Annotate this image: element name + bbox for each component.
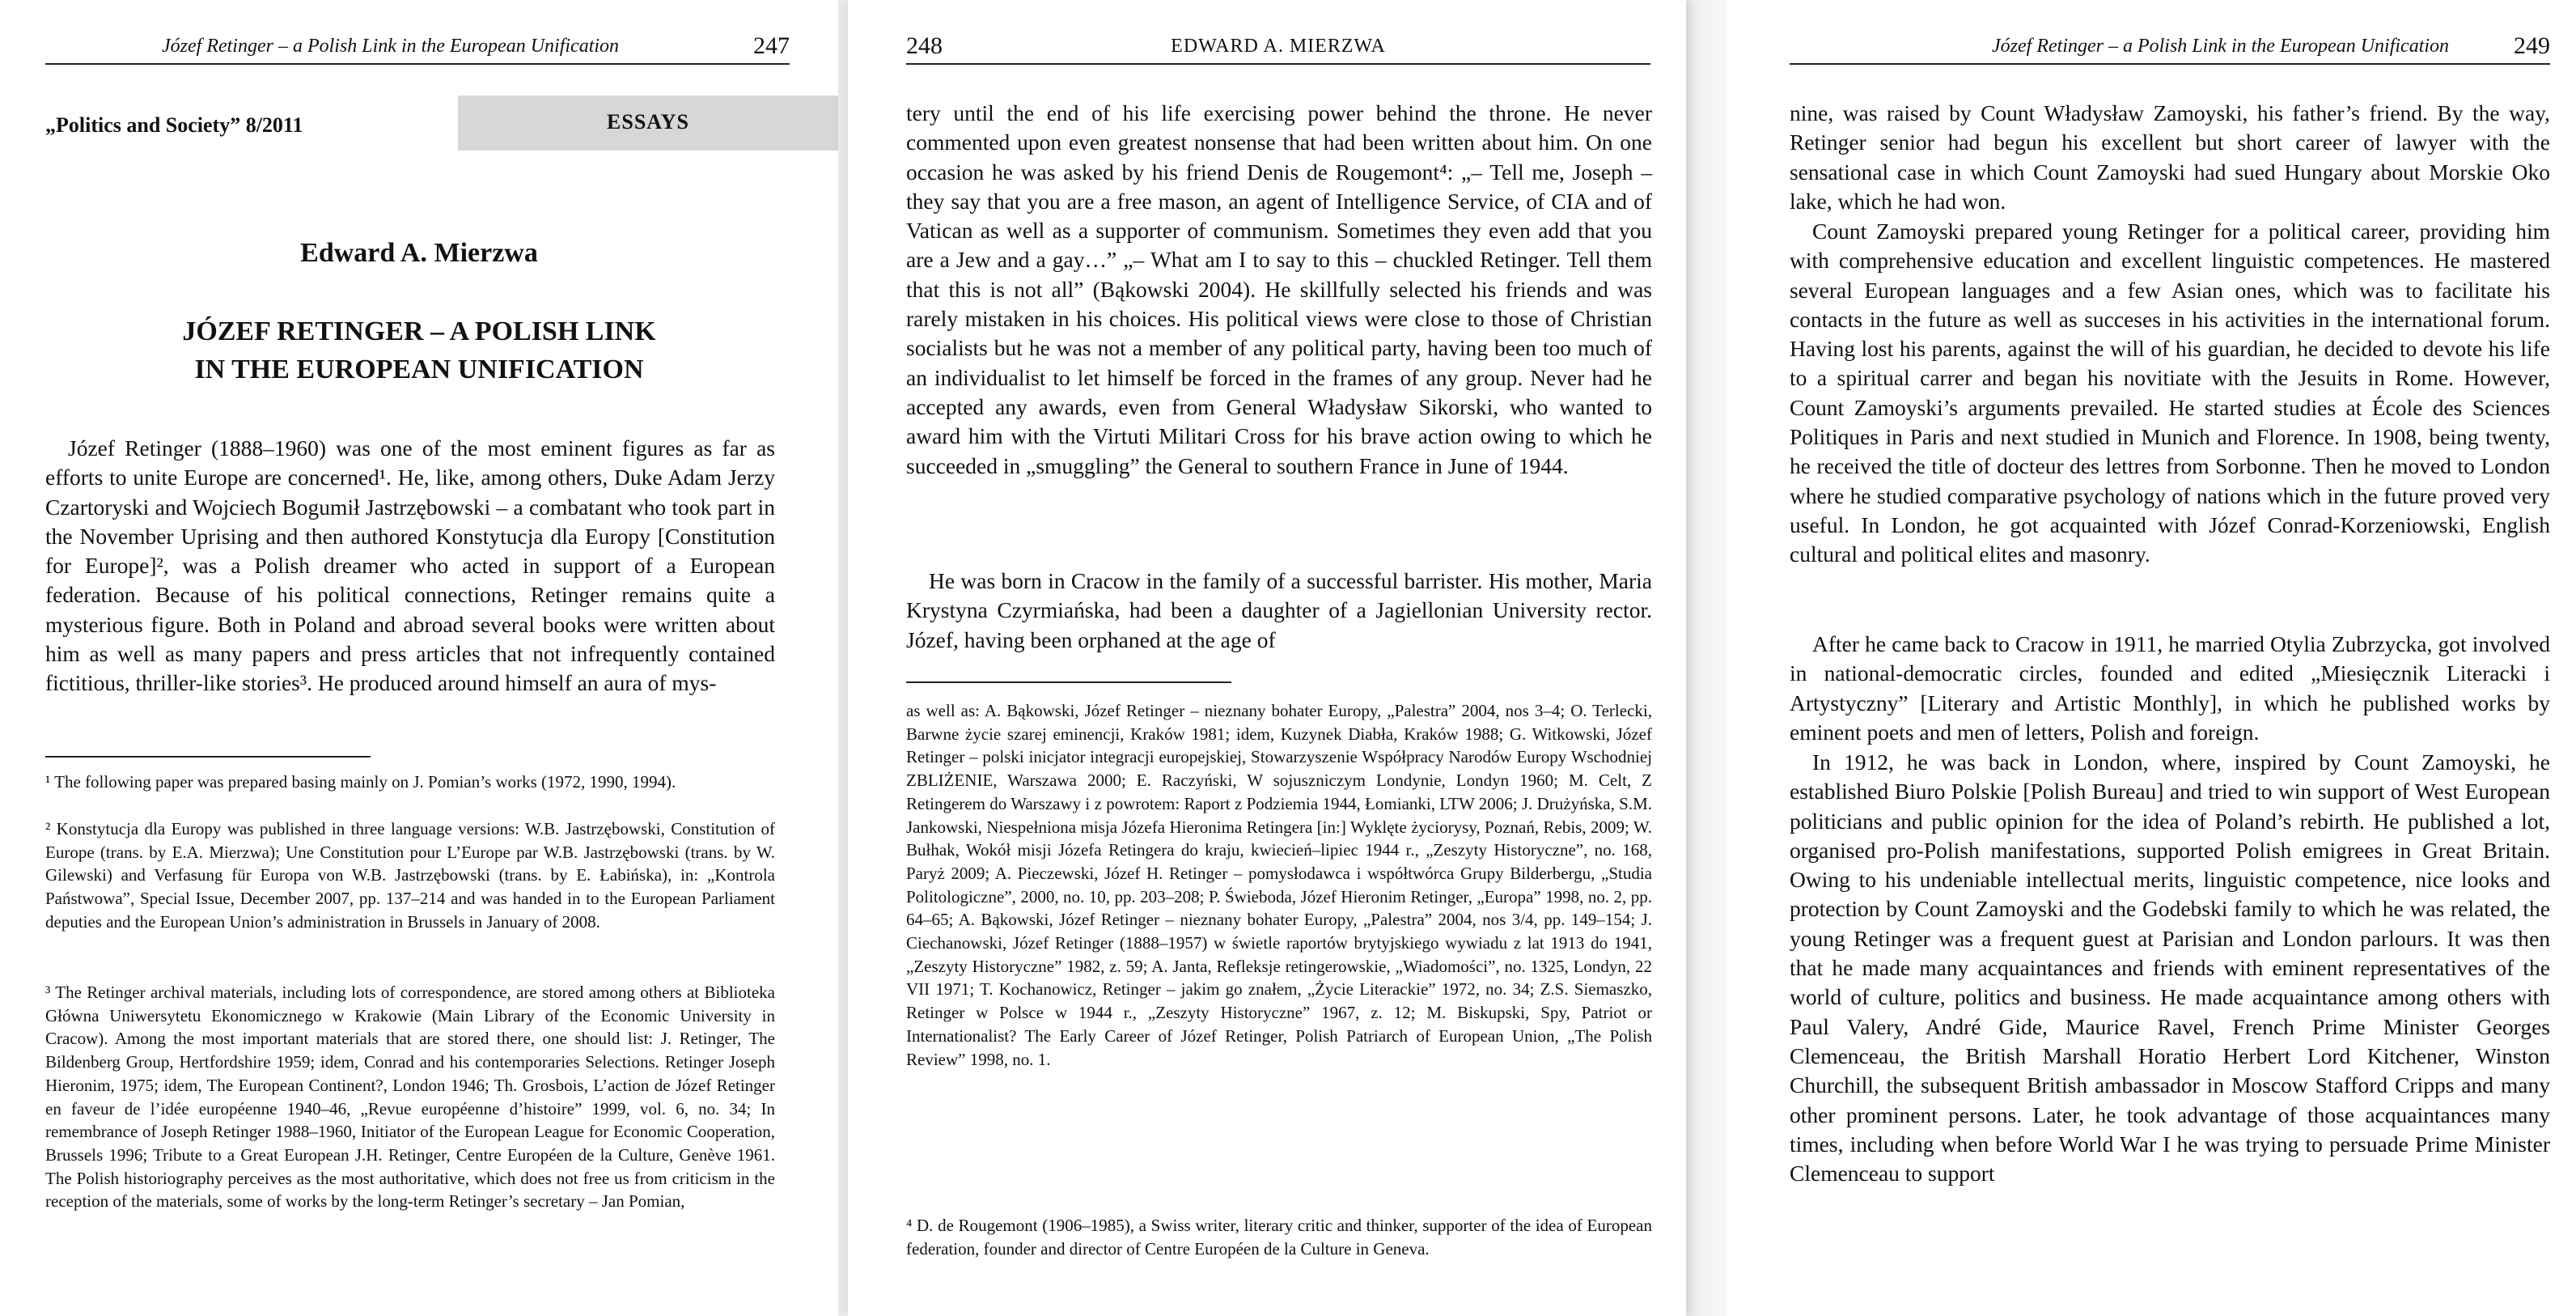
- body-paragraph: In 1912, he was back in London, where, inspired by Count Zamoyski, he established Biuro Polskie [Polish Bureau] and tried to win support of West European politicians and public opinion for the idea of Poland’s rebirth. He published a lot, organised pro-Polish manifestations, supported Polish emigrees in Great Britain. Owing to his undeniable intellectual merits, linguistic competence, nice looks and protection by Count Zamoyski and the Godebski family to which he was related, the young Retinger was a frequent guest at Parisian and London parlours. It was then that he made many acquaintances and friends with eminent representatives of the world of culture, politics and business. He made acquaintance among others with Paul Valery, André Gide, Maurice Ravel, French Prime Minister Georges Clemenceau, the British Marshall Horatio Herbert Lord Kitchener, Winston Churchill, the subsequent British ambassador in Moscow Stafford Cripps and many other prominent persons. Later, he took advantage of those acquaintances many times, including when before World War I he was trying to persuade Prime Minister Clemenceau to support: [1790, 749, 2550, 1187]
- body-paragraph: Józef Retinger (1888–1960) was one of the most eminent figures as far as efforts to unite Europe are concerned¹. He, like, among others, Duke Adam Jerzy Czartoryski and Wojciech Bogumił Jastrzębowski – a combatant who took part in the November Uprising and then authored Konstytucja dla Europy [Constitution for Europe]², was a Polish dreamer who acted in support of a European federation. Because of his political connections, Retinger remains quite a mysterious figure. Both in Poland and abroad several books were written about him as well as many papers and press articles that not infrequently contained fictitious, thriller-like stories³. He produced around himself an aura of mys-: [45, 435, 775, 696]
- running-title: Józef Retinger – a Polish Link in the European Unification: [162, 36, 620, 57]
- running-header: [45, 32, 790, 65]
- article-title: [0, 312, 838, 388]
- running-title: Józef Retinger – a Polish Link in the European Unification: [1992, 36, 2450, 57]
- footnote-separator: [906, 681, 1231, 683]
- body-paragraph: After he came back to Cracow in 1911, he married Otylia Zubrzycka, got involved in national-democratic circles, founded and edited „Miesięcznik Literacki i Artystyczny” [Literary and Artistic Monthly], in which he published works by eminent poets and men of letters, Polish and foreign.: [1790, 631, 2550, 745]
- running-header: [1790, 32, 2550, 65]
- body-paragraph: tery until the end of his life exercising power behind the throne. He never commented upon even greatest nonsense that had been written about him. On one occasion he was asked by his friend Denis de Rougemont⁴: „– Tell me, Joseph – they say that you are a free mason, an agent of Intelligence Service, of CIA and of Vatican as well as a supporter of communism. Sometimes they even add that you are a Jew and a gay…” „– What am I to say to this – chuckled Retinger. Tell them that this is not all” (Bąkowski 2004). He skillfully selected his friends and was rarely mistaken in his choices. His political views were close to those of Christian socialists but he was not a member of any political party, having been too much of an individualist to let himself be forced in the frames of any group. Never had he accepted any awards, even from General Władysław Sikorski, who wanted to award him with the Virtuti Militari Cross for his brave action owing to which he succeeded in „smuggling” the General to southern France in June of 1944.: [906, 100, 1652, 478]
- footnote-3-continued: as well as: A. Bąkowski, Józef Retinger – nieznany bohater Europy, „Palestra” 2004, nos 3–4; O. Terlecki, Barwne życie szarej eminencji, Kraków 1981; idem, Kuzynek Diabła, Kraków 1988; G. Witkowski, Józef Retinger – polski inicjator integracji europejskiej, Stowarzyszenie Współpracy Narodów Europy Wschodniej ZBLIŻENIE, Warszawa 2000; E. Raczyński, W sojuszniczym Londynie, Londyn 1960; M. Celt, Z Retingerem do Warszawy i z powrotem: Raport z Podziemia 1944, Łomianki, LTW 2006; J. Drużyńska, S.M. Jankowski, Niespełniona misja Józefa Hieronima Retingera [in:] Wyklęte życiorysy, Poznań, Rebis, 2009; W. Bułhak, Wokół misji Józefa Retingera do kraju, kwiecień–lipiec 1944 r., „Zeszyty Historyczne”, no. 168, Paryż 2009; A. Pieczewski, Józef H. Retinger – pomysłodawca i współtwórca Grupy Bilderbergu, „Studia Politologiczne”, 2000, no. 10, pp. 203–208; P. Świeboda, Józef Hieronim Retinger, „Europa” 1998, no. 2, pp. 64–65; A. Bąkowski, Józef Retinger – nieznany bohater Europy, „Palestra” 2004, nos 3/4, pp. 149–154; J. Ciechanowski, Józef Retinger (1888–1957) w świetle raportów brytyjskiego wywiadu z lat 1913 do 1941, „Zeszyty Historyczne” 1982, z. 59; A. Janta, Refleksje retingerowskie, „Wiadomości”, no. 1325, Londyn, 22 VII 1971; T. Kochanowicz, Retinger – jakim go znałem, „Życie Literackie” 1972, no. 34; Z.S. Siemaszko, Retinger w Polsce w 1944 r., „Zeszyty Historyczne” 1967, z. 12; M. Biskupski, Spy, Patriot or Internationalist? The Early Career of Józef Retinger, Polish Patriarch of European Union, „The Polish Review” 1998, no. 1.: [906, 701, 1652, 1069]
- page-247[interactable]: [0, 0, 838, 1316]
- article-author: Edward A. Mierzwa: [300, 238, 538, 268]
- page-number: 249: [2514, 32, 2550, 59]
- footnote-2: ² Konstytucja dla Europy was published in three language versions: W.B. Jastrzębowski, Constitution of Europe (trans. by E.A. Mierzwa); Une Constitution pour L’Europe par W.B. Jastrzębowski (trans. by W. Gilewski) and Verfasung für Europa von W.B. Jastrzębowski (trans. by E. Łabińska), in: „Kontrola Państwowa”, Special Issue, December 2007, pp. 137–214 and was handed in to the European Parliament deputies and the European Union’s administration in Brussels in January of 2008.: [45, 819, 775, 932]
- running-header: [906, 32, 1650, 65]
- body-paragraph: nine, was raised by Count Władysław Zamoyski, his father’s friend. By the way, Retinger senior had begun his excellent but short career of lawyer with the sensational case in which Count Zamoyski had sued Hungary about Morskie Oko lake, which he had won.: [1790, 100, 2550, 214]
- body-paragraph: He was born in Cracow in the family of a successful barrister. His mother, Maria Krystyna Czyrmiańska, had been a daughter of a Jagiellonian University rector. Józef, having been orphaned at the age of: [906, 568, 1652, 652]
- footnote-4: ⁴ D. de Rougemont (1906–1985), a Swiss writer, literary critic and thinker, supporter of the idea of European federation, founder and director of Centre Européen de la Culture in Geneva.: [906, 1216, 1652, 1259]
- page-gutter: [838, 0, 848, 1316]
- title-line: IN THE EUROPEAN UNIFICATION: [194, 354, 644, 384]
- title-line: JÓZEF RETINGER – A POLISH LINK: [182, 316, 656, 346]
- journal-name: „Politics and Society” 8/2011: [45, 113, 303, 137]
- footnote-3: ³ The Retinger archival materials, including lots of correspondence, are stored among others at Biblioteka Główna Uniwersytetu Ekonomicznego w Krakowie (Main Library of the Economic University in Cracow). Among the most important materials that are stored there, one should list: J. Retinger, The Bildenberg Group, Hertfordshire 1959; idem, Conrad and his contemporaries Selections. Retinger Joseph Hieronim, 1975; idem, The European Continent?, London 1946; Th. Grosbois, L’action de Józef Retinger en faveur de l’idée européenne 1940–46, „Revue européenne d’histoire” 1999, vol. 6, no. 34; In remembrance of Joseph Retinger 1988–1960, Initiator of the European League for Economic Cooperation, Brussels 1996; Tribute to a Great European J.H. Retinger, Centre Européen de la Culture, Genève 1961. The Polish historiography perceives as the most authoritative, which does not free us from criticism in the reception of the materials, some of works by the long-term Retinger’s secretary – Jan Pomian,: [45, 983, 775, 1212]
- footnote-1: ¹ The following paper was prepared basing mainly on J. Pomian’s works (1972, 1990, 1994).: [45, 772, 676, 792]
- section-label: ESSAYS: [607, 110, 689, 134]
- page-number: 248: [906, 32, 943, 59]
- body-paragraph: Count Zamoyski prepared young Retinger for a political career, providing him with comprehensive education and excellent linguistic competences. He mastered several European languages and a few Asian ones, which was to facilitate his contacts in the future as well as succeses in his activities in the international forum. Having lost his parents, against the will of his guardian, he decided to devote his life to a spiritual carrer and began his novitiate with the Jesuits in Rome. However, Count Zamoyski’s arguments prevailed. He started studies at École des Sciences Politiques in Paris and next studied in Munich and Florence. In 1908, being twenty, he received the title of docteur des lettres from Sorbonne. Then he moved to London where he studied comparative psychology of nations which in the future proved very useful. In London, he got acquainted with Józef Conrad-Korzeniowski, English cultural and political elites and masonry.: [1790, 219, 2550, 567]
- page-249[interactable]: [1727, 0, 2576, 1316]
- page-gutter: [1686, 0, 1727, 1316]
- page-248[interactable]: [848, 0, 1686, 1316]
- page-number: 247: [753, 32, 790, 59]
- running-title: EDWARD A. MIERZWA: [1171, 36, 1386, 57]
- footnote-separator: [45, 756, 371, 758]
